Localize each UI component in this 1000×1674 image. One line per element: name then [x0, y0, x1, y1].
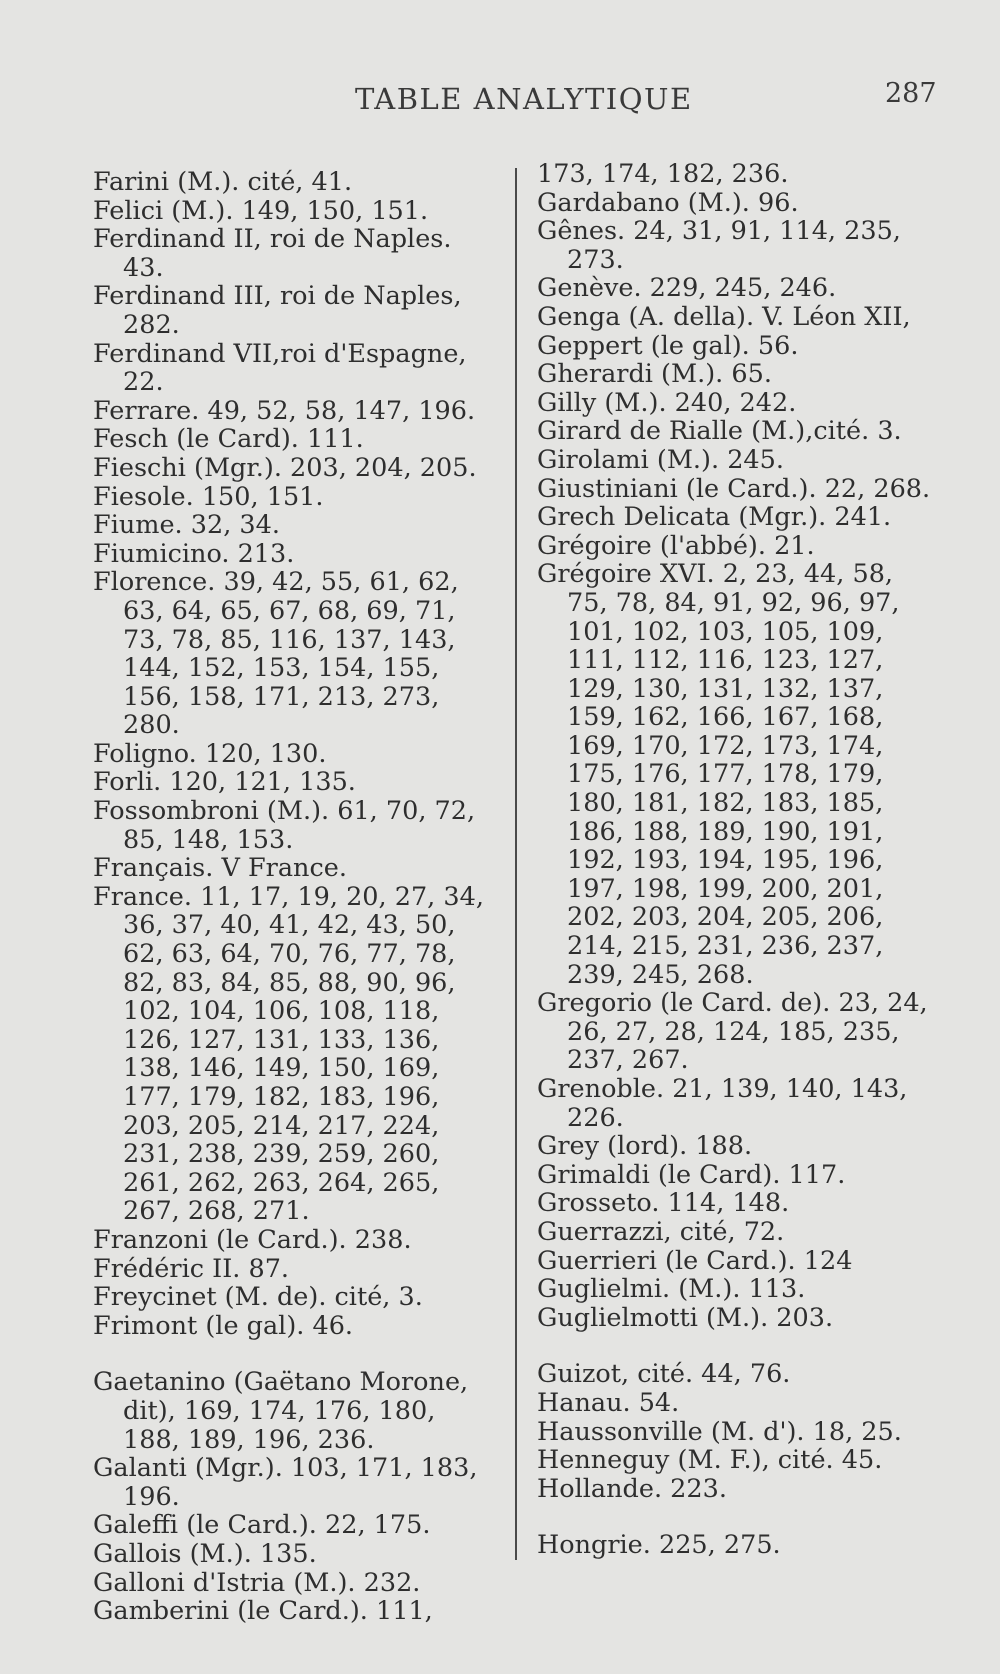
index-entry: Felici (M.). 149, 150, 151. — [93, 195, 429, 226]
page-title: TABLE ANALYTIQUE — [355, 82, 693, 116]
index-entry: Grégoire (l'abbé). 21. — [537, 530, 815, 561]
index-right-column — [537, 160, 937, 1560]
column-divider — [515, 168, 517, 1560]
index-entry: Français. V France. — [93, 853, 347, 884]
index-entry: 173, 174, 182, 236. — [537, 159, 789, 189]
index-entry: Gallois (M.). 135. — [93, 1538, 317, 1569]
index-entry: Gilly (M.). 240, 242. — [537, 387, 797, 418]
index-entry: Guglielmotti (M.). 203. — [537, 1302, 834, 1333]
index-entry: Ferdinand III, roi de Naples, 282. — [93, 281, 462, 340]
index-entry: Girard de Rialle (M.),cité. 3. — [537, 416, 902, 447]
index-entry: Haussonville (M. d'). 18, 25. — [537, 1416, 902, 1447]
index-entry: Florence. 39, 42, 55, 61, 62, 63, 64, 65, 67, 68, 69, 71, 73, 78, 85, 116, 137, 143, 144, 152, 153, 154, 155, 156, 158, 171, 213, 273, 280. — [93, 567, 459, 741]
index-entry: Hanau. 54. — [537, 1387, 680, 1418]
index-entry: Gamberini (le Card.). 111, — [93, 1596, 433, 1627]
index-entry: Fossombroni (M.). 61, 70, 72, 85, 148, 153. — [93, 796, 476, 855]
index-entry: Frimont (le gal). 46. — [93, 1310, 354, 1341]
index-entry: Henneguy (M. F.), cité. 45. — [537, 1445, 883, 1476]
section-gap — [93, 1340, 493, 1368]
index-entry: Giustiniani (le Card.). 22, 268. — [537, 473, 931, 504]
index-entry: Genga (A. della). V. Léon XII, — [537, 301, 911, 332]
index-entry: Grenoble. 21, 139, 140, 143, 226. — [537, 1074, 908, 1133]
page-number: 287 — [885, 78, 937, 109]
index-entry: Fiesole. 150, 151. — [93, 481, 324, 512]
index-left-column — [93, 168, 493, 1626]
index-entry: Ferdinand VII,roi d'Espagne, 22. — [93, 338, 467, 398]
index-entry: Grimaldi (le Card). 117. — [537, 1159, 846, 1190]
index-entry: Gregorio (le Card. de). 23, 24, 26, 27, 28, 124, 185, 235, 237, 267. — [537, 988, 928, 1076]
index-entry: Grech Delicata (Mgr.). 241. — [537, 502, 892, 533]
index-entry: Frédéric II. 87. — [93, 1253, 290, 1284]
index-entry: Galeffi (le Card.). 22, 175. — [93, 1510, 431, 1541]
index-entry: Guglielmi. (M.). 113. — [537, 1274, 806, 1305]
index-entry: Freycinet (M. de). cité, 3. — [93, 1282, 423, 1313]
index-entry: Ferdinand II, roi de Naples. 43. — [93, 224, 452, 283]
index-entry: Hollande. 223. — [537, 1473, 727, 1504]
section-gap — [537, 1503, 937, 1531]
index-entry: France. 11, 17, 19, 20, 27, 34, 36, 37, 40, 41, 42, 43, 50, 62, 63, 64, 70, 76, 77, 78, 82, 83, 84, 85, 88, 90, 96, 102, 104, 106, 108, 118, 126, 127, 131, 133, 136, 138, 146, 149, 150, 169, 177, 179, 182, 183, 196, 203, 205, 214, 217, 224, 231, 238, 239, 259, 260, 261, 262, 263, 264, 265, 267, 268, 271. — [93, 881, 484, 1227]
index-entry: Girolami (M.). 245. — [537, 444, 784, 475]
index-entry: Gherardi (M.). 65. — [537, 359, 772, 390]
index-entry: Genève. 229, 245, 246. — [537, 273, 837, 304]
index-entry: Foligno. 120, 130. — [93, 738, 327, 769]
index-entry: Franzoni (le Card.). 238. — [93, 1224, 412, 1255]
index-entry: Gaetanino (Gaëtano Morone, dit), 169, 174, 176, 180, 188, 189, 196, 236. — [93, 1367, 469, 1455]
index-entry: Guerrieri (le Card.). 124 — [537, 1245, 853, 1276]
index-entry: Guizot, cité. 44, 76. — [537, 1359, 791, 1390]
index-entry: Guerrazzi, cité, 72. — [537, 1216, 785, 1247]
index-entry: Fiume. 32, 34. — [93, 510, 280, 541]
index-entry: Forli. 120, 121, 135. — [93, 767, 356, 798]
index-entry: Grégoire XVI. 2, 23, 44, 58, 75, 78, 84, 91, 92, 96, 97, 101, 102, 103, 105, 109, 111, 112, 116, 123, 127, 129, 130, 131, 132, 137, 159, 162, 166, 167, 168, 169, 170, 172, 173, 174, 175, 176, 177, 178, 179, 180, 181, 182, 183, 185, 186, 188, 189, 190, 191, 192, 193, 194, 195, 196, 197, 198, 199, 200, 201, 202, 203, 204, 205, 206, 214, 215, 231, 236, 237, 239, 245, 268. — [537, 559, 900, 990]
index-entry: Fiumicino. 213. — [93, 538, 295, 569]
index-entry: Fesch (le Card). 111. — [93, 424, 364, 455]
index-entry: Grosseto. 114, 148. — [537, 1188, 790, 1219]
index-entry: Galanti (Mgr.). 103, 171, 183, 196. — [93, 1453, 478, 1512]
index-entry: Ferrare. 49, 52, 58, 147, 196. — [93, 395, 476, 426]
index-entry: Grey (lord). 188. — [537, 1131, 753, 1162]
section-gap — [537, 1332, 937, 1360]
index-entry: Galloni d'Istria (M.). 232. — [93, 1567, 421, 1598]
index-entry: Gardabano (M.). 96. — [537, 187, 799, 218]
index-entry: Geppert (le gal). 56. — [537, 330, 799, 361]
index-entry: Hongrie. 225, 275. — [537, 1530, 781, 1561]
page-header — [0, 78, 1000, 122]
index-entry: Gênes. 24, 31, 91, 114, 235, 273. — [537, 216, 901, 275]
index-entry: Farini (M.). cité, 41. — [93, 167, 353, 197]
index-entry: Fieschi (Mgr.). 203, 204, 205. — [93, 452, 477, 483]
